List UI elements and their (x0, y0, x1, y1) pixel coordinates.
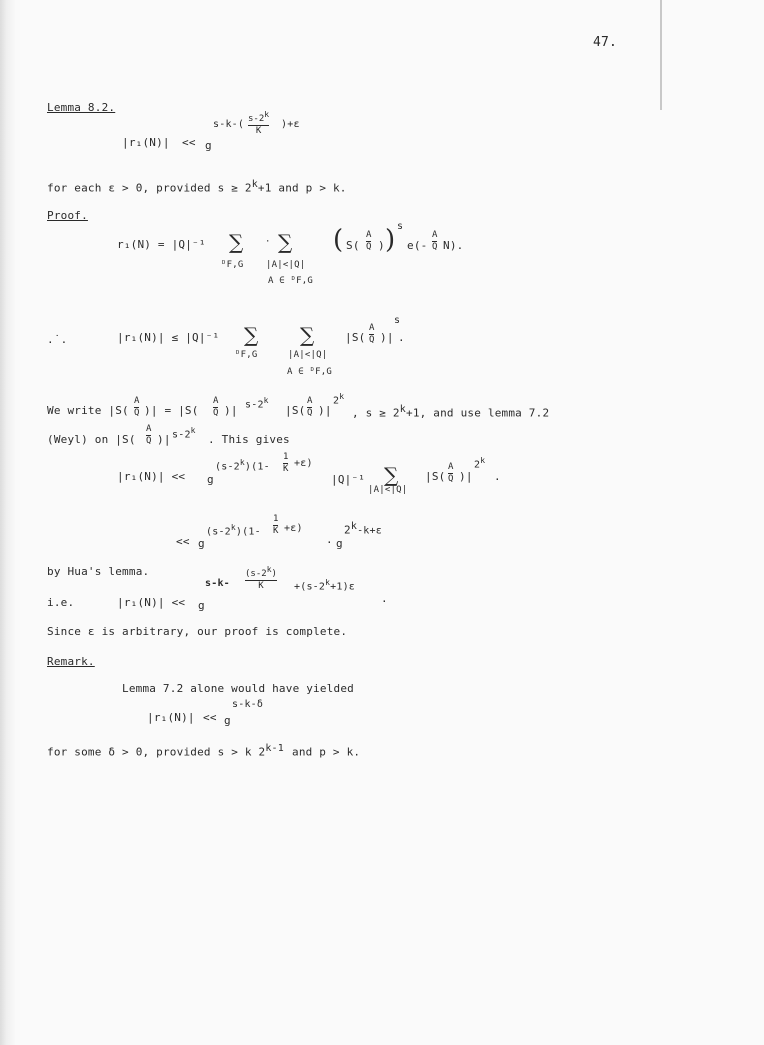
eq1-paren-close: ) (385, 225, 396, 255)
eq5-frac-den: K (258, 581, 264, 591)
proof-heading: Proof. (47, 209, 88, 222)
eq5-exp-b-sup: k (325, 578, 331, 587)
eq4-exp-frac-den: K (273, 526, 279, 536)
eq3-exp-frac-den: K (283, 464, 289, 474)
eq5-exp-c: +1)ε (330, 581, 356, 593)
eq3-exp-frac-num: 1 (283, 452, 289, 462)
eq5-lhs: |r₁(N)| << (117, 596, 186, 609)
eq5-base: g (198, 599, 205, 612)
eq4-exp-a: (s-2 (206, 526, 231, 538)
hua-line: by Hua's lemma. (47, 565, 150, 578)
eq4-dot: . (326, 533, 333, 546)
eq2-sum2-sub-a: |A|<|Q| (288, 350, 328, 360)
eq3-sum-sigma: ∑ (384, 463, 399, 487)
eq1-sum2-sub-a: |A|<|Q| (266, 260, 306, 270)
remark-condition (47, 744, 360, 758)
eq4-exp-frac-num: 1 (273, 514, 279, 524)
eq1-e-frac-den: Q (432, 242, 438, 252)
write-g-text: +1, and use lemma 7.2 (406, 406, 550, 420)
therefore-symbol: .˙. (47, 333, 68, 346)
proof-conclusion: Since ε is arbitrary, our proof is complete. (47, 625, 348, 638)
lemma-exponent-fraction (248, 111, 269, 136)
write-frac2-den: Q (213, 408, 219, 418)
eq3-pow-sup: k (480, 456, 486, 465)
write-pow1 (245, 397, 269, 410)
eq1-frac-num: A (366, 230, 372, 240)
write-frac2 (213, 397, 218, 418)
eq4-exp2-b: -k+ε (357, 525, 382, 537)
eq2-end: . (398, 331, 405, 344)
eq3-end: . (494, 470, 501, 483)
eq2-frac-num: A (369, 323, 375, 333)
remark-condition-b: and p > k. (292, 745, 361, 759)
write-frac3-num: A (307, 396, 313, 406)
eq1-frac-den: Q (366, 242, 372, 252)
write-frac3-den: Q (307, 408, 313, 418)
scan-edge-mark (660, 0, 662, 110)
eq4-rel: << (176, 535, 190, 548)
lemma-frac-num-sup: k (264, 110, 270, 119)
lemma-heading: Lemma 8.2. (47, 101, 116, 114)
remark-eq-base: g (224, 714, 231, 727)
eq4-exp-c: +ε) (284, 523, 303, 534)
eq3-term-close: )| (459, 470, 473, 483)
remark-eq-rel: << (203, 711, 217, 724)
eq1-term-close: ) (378, 239, 385, 252)
eq1-sum1-sigma: ∑ (229, 230, 244, 254)
eq2-sum1-sigma: ∑ (244, 323, 259, 347)
eq4-exp-frac (273, 515, 278, 536)
eq5-frac-num-sup: k (266, 565, 272, 574)
eq5-frac-num: (s-2 (245, 569, 267, 579)
eq5-end: . (381, 592, 388, 605)
lemma-exponent-a: s-k-( (213, 119, 245, 130)
write-f-text: , s ≥ 2 (352, 406, 400, 420)
weyl-a: (Weyl) on |S( (47, 433, 136, 446)
eq1-e-frac-num: A (432, 230, 438, 240)
write-e: )| (318, 404, 332, 417)
eq4-exp2-a: 2 (344, 523, 351, 537)
weyl-b: )| (157, 433, 171, 446)
write-frac1-num: A (134, 396, 140, 406)
eq1-e-fraction (432, 231, 437, 252)
write-frac1 (134, 397, 139, 418)
eq1-term-pow: s (397, 221, 404, 232)
write-f-sup: k (399, 404, 406, 415)
ie-label: i.e. (47, 596, 75, 609)
remark-condition-sup: k-1 (265, 743, 284, 754)
eq2-term-close: )| (380, 331, 394, 344)
eq3-pow (474, 457, 485, 470)
eq3-term: |S( (425, 470, 446, 483)
eq3-term-frac (448, 463, 453, 484)
weyl-frac-num: A (146, 424, 152, 434)
lemma-rel: << (182, 136, 196, 149)
eq2-sum2-sub-b: A ∈ ᴰF,G (287, 367, 332, 377)
write-frac2-num: A (213, 396, 219, 406)
eq1-term-e: e(- (407, 239, 428, 252)
weyl-pow-base: s-2 (172, 429, 191, 441)
weyl-frac-den: Q (146, 436, 152, 446)
scan-edge-shadow (0, 0, 16, 1045)
eq5-exp-frac (245, 566, 277, 591)
write-pow1-base: s-2 (245, 399, 264, 411)
eq2-sum2-sigma: ∑ (300, 323, 315, 347)
write-pow2-base: 2 (333, 395, 340, 407)
eq3-exp-b: )(1- (244, 461, 270, 473)
weyl-frac (146, 425, 151, 446)
write-pow2 (333, 393, 344, 406)
remark-eq-lhs: |r₁(N)| (147, 711, 195, 724)
eq1-lhs: r₁(N) = |Q|⁻¹ (117, 238, 206, 251)
remark-heading: Remark. (47, 655, 95, 668)
write-d: |S( (285, 404, 306, 417)
write-pow1-sup: k (263, 396, 269, 405)
lemma-base: g (205, 139, 212, 152)
eq3-exp-c: +ε) (294, 458, 313, 469)
eq3-exp-frac (283, 453, 288, 474)
eq2-lhs: |r₁(N)| ≤ |Q|⁻¹ (117, 331, 220, 344)
eq1-sum1-sub: ᴰF,G (221, 260, 244, 270)
eq1-sum2-sigma: ∑ (278, 230, 293, 254)
eq3-base: g (207, 473, 214, 486)
eq4-exp-sup: k (230, 523, 236, 532)
lemma-lhs: |r₁(N)| (122, 136, 170, 149)
weyl-pow-sup: k (190, 426, 196, 435)
write-b: )| = |S( (144, 404, 199, 417)
eq1-paren-open: ( (333, 225, 344, 255)
lemma-exponent-b: )+ε (281, 119, 300, 130)
eq2-frac-den: Q (369, 335, 375, 345)
eq3-exp-sup: k (239, 458, 245, 467)
eq4-base2: g (336, 537, 343, 550)
eq3-term-frac-den: Q (448, 474, 454, 484)
page-number: 47. (593, 35, 618, 50)
eq4-exp (206, 524, 261, 537)
eq2-pow: s (394, 315, 401, 326)
eq4-exp2-sup: k (350, 521, 358, 532)
write-frac3 (307, 397, 312, 418)
eq3-lhs: |r₁(N)| << (117, 470, 186, 483)
write-pow2-sup: k (339, 392, 345, 401)
eq2-sum1-sub: ᴰF,G (235, 350, 258, 360)
eq1-fraction (366, 231, 371, 252)
eq3-term-frac-num: A (448, 462, 454, 472)
weyl-c: . This gives (208, 433, 290, 446)
write-c: )| (224, 404, 238, 417)
eq5-frac-num-b: ) (271, 569, 277, 579)
write-a: We write |S( (47, 404, 129, 417)
lemma-condition-sup: k (251, 179, 258, 190)
eq3-mid: |Q|⁻¹ (331, 473, 366, 486)
eq5-exp-b-text: +(s-2 (294, 581, 326, 593)
write-f (352, 405, 549, 419)
eq3-pow-base: 2 (474, 459, 481, 471)
eq1-sum2-sub-b: A ∈ ᴰF,G (268, 276, 313, 286)
eq4-exp2 (344, 522, 382, 537)
eq2-fraction (369, 324, 374, 345)
lemma-condition (47, 180, 347, 194)
eq3-exp (215, 459, 270, 472)
eq4-exp-b: )(1- (235, 526, 261, 538)
lemma-frac-num: s-2 (248, 114, 265, 124)
weyl-pow (172, 427, 196, 440)
eq4-base: g (198, 537, 205, 550)
eq2-term: |S( (345, 331, 366, 344)
remark-condition-a: for some δ > 0, provided s > k 2 (47, 745, 266, 759)
eq3-exp-a: (s-2 (215, 461, 240, 473)
write-frac1-den: Q (134, 408, 140, 418)
eq5-exp-a: s-k- (205, 578, 230, 589)
eq1-sum-dot: · (265, 237, 271, 247)
lemma-condition-a: for each ε > 0, provided s ≥ 2 (47, 181, 252, 195)
remark-line1: Lemma 7.2 alone would have yielded (122, 682, 354, 695)
eq5-exp-b (294, 579, 355, 592)
eq1-term-end: N). (443, 239, 464, 252)
remark-eq-exp: s-k-δ (232, 699, 264, 710)
eq3-sum-sub: |A|<|Q| (368, 485, 408, 495)
eq1-term-s: S( (346, 239, 360, 252)
lemma-condition-b: +1 and p > k. (257, 181, 347, 195)
lemma-frac-den: K (255, 126, 262, 136)
